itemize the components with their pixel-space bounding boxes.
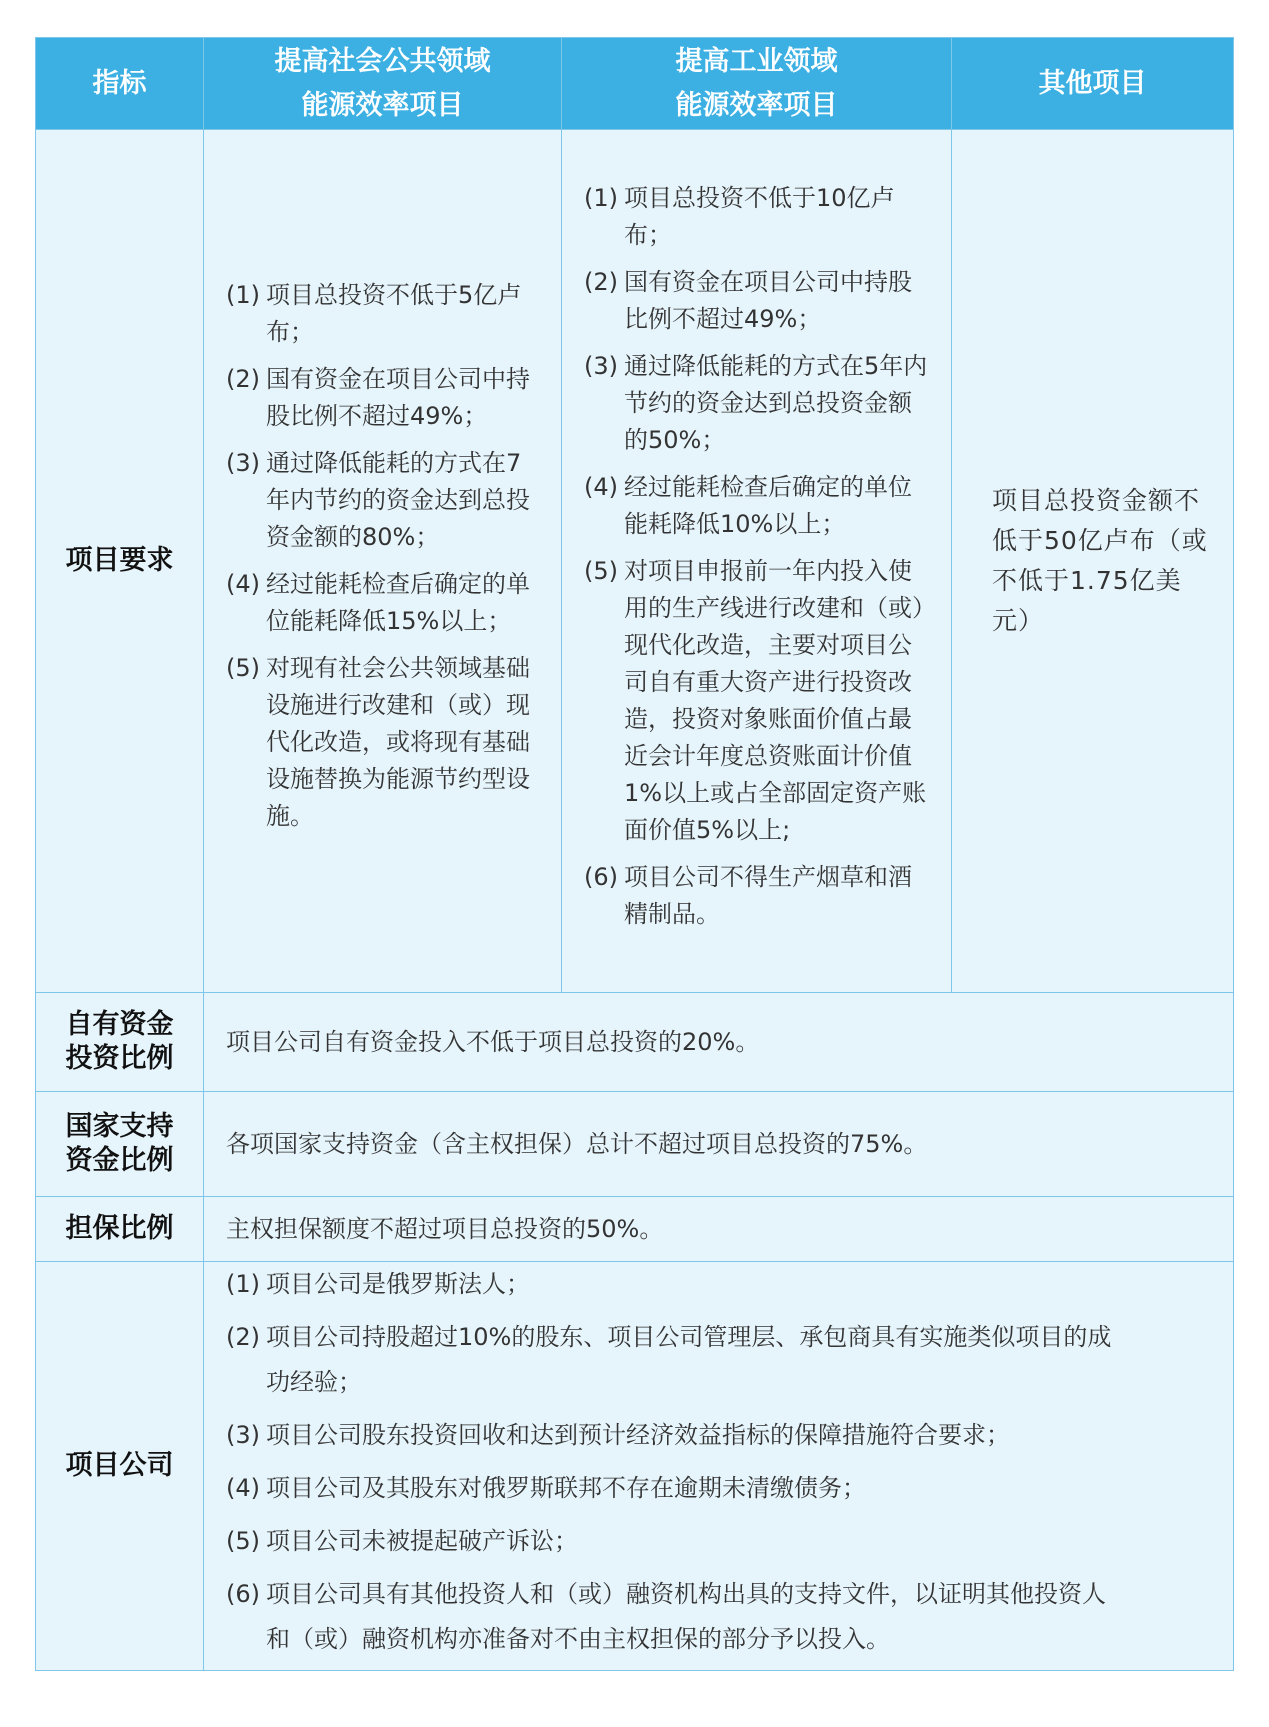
- label-project-company: 项目公司: [36, 1262, 204, 1671]
- label-project-requirements: [36, 130, 204, 993]
- row-project-company: [36, 1262, 1234, 1671]
- header-other-projects: [952, 38, 1234, 130]
- label-guarantee: 担保比例: [36, 1197, 204, 1262]
- header-industrial-line1: 提高工业领域: [675, 45, 838, 77]
- list-item: (5) 对项目申报前一年内投入使用的生产线进行改建和（或）现代化改造，主要对项目公司自有重大资产进行投资改造，投资对象账面价值占最近会计年度总资账面计价值1%以上或占全部固定资产账面价值5%以上;: [584, 556, 927, 844]
- own-funds-text: 项目公司自有资金投入不低于项目总投资的20%。: [226, 1028, 760, 1056]
- header-indicator-text: 指标: [92, 67, 147, 99]
- row-state-support: [36, 1092, 1234, 1197]
- list-item: (3) 通过降低能耗的方式在7年内节约的资金达到总投资金额的80%；: [226, 449, 530, 551]
- list-item: (6) 项目公司不得生产烟草和酒精制品。: [584, 862, 912, 928]
- row-project-requirements: [36, 130, 1234, 993]
- list-item: (3) 项目公司股东投资回收和达到预计经济效益指标的保障措施符合要求；: [226, 1421, 1010, 1449]
- list-item: (1) 项目总投资不低于5亿卢布；: [226, 281, 522, 346]
- list-item: (4) 经过能耗检查后确定的单位能耗降低15%以上；: [226, 570, 530, 635]
- header-public-line2: 能源效率项目: [301, 89, 464, 121]
- list-item: (4) 项目公司及其股东对俄罗斯联邦不存在逾期未清缴债务；: [226, 1474, 866, 1502]
- header-public-sector: [204, 38, 562, 130]
- list-item: (2) 项目公司持股超过10%的股东、项目公司管理层、承包商具有实施类似项目的成功经验；: [226, 1323, 1112, 1396]
- project-company-list: [226, 1262, 1123, 1662]
- state-support-text: 各项国家支持资金（含主权担保）总计不超过项目总投资的75%。: [226, 1130, 928, 1158]
- cell-industrial-requirements: [562, 130, 952, 993]
- list-item: (1) 项目总投资不低于10亿卢布；: [584, 183, 895, 249]
- row-own-funds: [36, 993, 1234, 1092]
- list-item: (5) 项目公司未被提起破产诉讼；: [226, 1527, 578, 1555]
- cell-public-requirements: [204, 130, 562, 993]
- cell-own-funds: [204, 993, 1234, 1092]
- cell-other-requirements: [952, 130, 1234, 993]
- header-industrial-line2: 能源效率项目: [675, 89, 838, 121]
- header-indicator: [36, 38, 204, 130]
- header-other-text: 其他项目: [1038, 67, 1147, 99]
- public-requirements-list: [226, 277, 539, 835]
- label-project-requirements-text: 项目要求: [65, 545, 174, 576]
- list-item: (2) 国有资金在项目公司中持股比例不超过49%；: [584, 267, 912, 333]
- label-state-support: 国家支持 资金比例: [36, 1092, 204, 1197]
- requirements-table: [35, 37, 1234, 1671]
- cell-guarantee: [204, 1197, 1234, 1262]
- list-item: (6) 项目公司具有其他投资人和（或）融资机构出具的支持文件，以证明其他投资人和（或）融资机构亦准备对不由主权担保的部分予以投入。: [226, 1580, 1106, 1653]
- list-item: (1) 项目公司是俄罗斯法人；: [226, 1270, 530, 1298]
- other-requirements-text: 项目总投资金额不低于50亿卢布（或不低于1.75亿美元）: [992, 486, 1208, 635]
- list-item: (3) 通过降低能耗的方式在5年内节约的资金达到总投资金额的50%；: [584, 351, 928, 454]
- cell-project-company: [204, 1262, 1234, 1671]
- header-industrial-sector: [562, 38, 952, 130]
- guarantee-text: 主权担保额度不超过项目总投资的50%。: [226, 1215, 664, 1243]
- list-item: (2) 国有资金在项目公司中持股比例不超过49%；: [226, 365, 530, 430]
- list-item: (4) 经过能耗检查后确定的单位能耗降低10%以上；: [584, 472, 912, 538]
- list-item: (5) 对现有社会公共领域基础设施进行改建和（或）现代化改造，或将现有基础设施替换为能源节约型设施。: [226, 654, 530, 830]
- industrial-requirements-list: [584, 180, 929, 933]
- header-public-line1: 提高社会公共领域: [274, 45, 491, 77]
- label-own-funds: 自有资金 投资比例: [36, 993, 204, 1092]
- table-header: [36, 38, 1234, 130]
- row-guarantee: [36, 1197, 1234, 1262]
- cell-state-support: [204, 1092, 1234, 1197]
